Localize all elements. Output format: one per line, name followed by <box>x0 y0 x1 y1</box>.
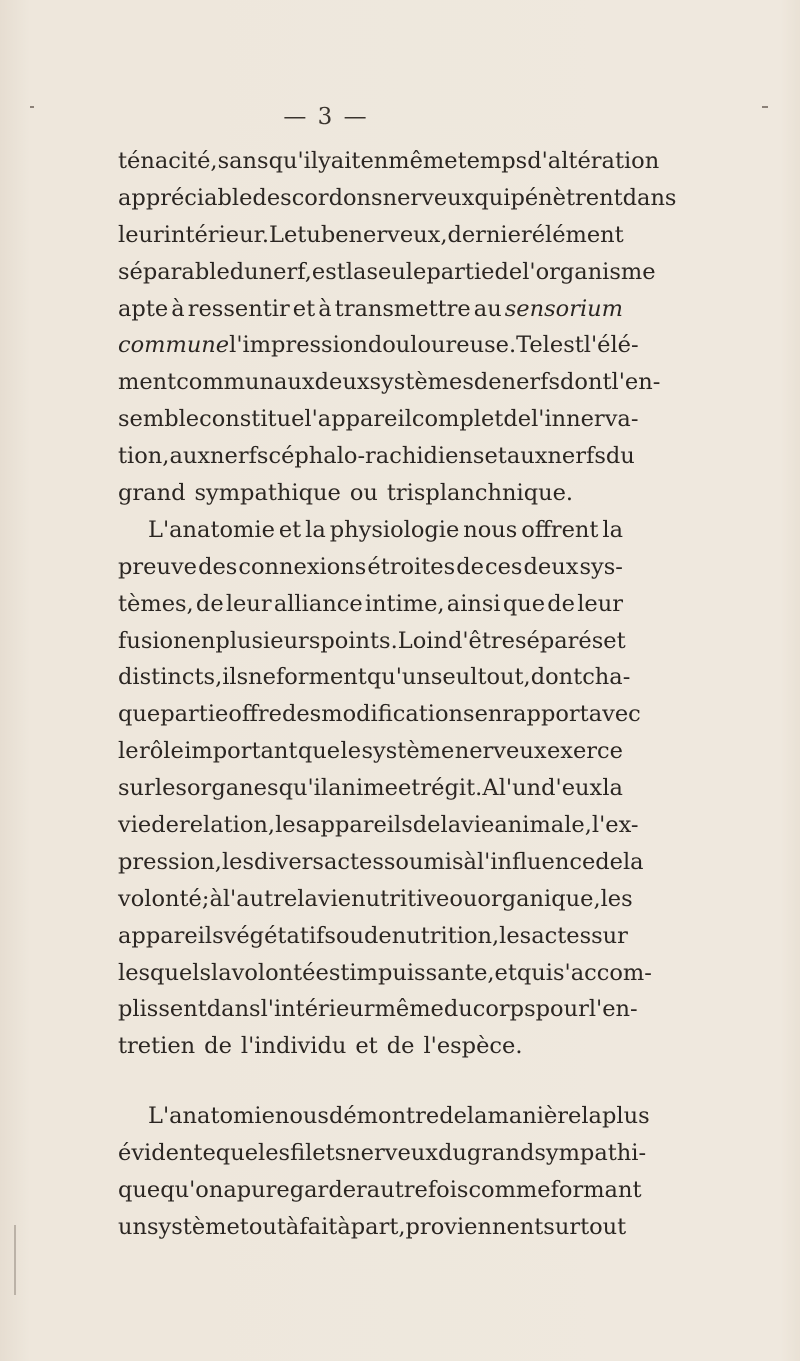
text-line <box>118 770 623 807</box>
word: ténacité, <box>118 148 218 174</box>
word: de <box>364 922 392 949</box>
word: et <box>278 516 302 543</box>
text-line <box>118 955 652 992</box>
text-line <box>118 401 639 438</box>
word: rôle <box>138 738 184 765</box>
word: tube <box>297 221 349 248</box>
page-number: — 3 — <box>283 104 369 130</box>
word: volonté; <box>118 885 210 912</box>
word: rapport <box>502 701 589 728</box>
word: est <box>315 959 350 986</box>
word: et <box>484 443 507 470</box>
word: les <box>600 885 633 912</box>
text-line <box>118 254 656 291</box>
word: en <box>474 701 503 728</box>
word: la <box>345 258 367 285</box>
word: de <box>195 590 224 617</box>
word: nutritive <box>351 885 450 912</box>
word: système <box>361 738 455 765</box>
word: tout, <box>477 664 531 691</box>
text-line <box>118 659 631 696</box>
word: systèmes <box>369 369 474 396</box>
word: L'anatomie <box>148 516 275 543</box>
word: sur <box>118 775 155 802</box>
word: et <box>355 1033 378 1060</box>
text-line <box>118 807 639 844</box>
word: connexions <box>238 553 367 580</box>
text-line <box>118 180 677 217</box>
text-line <box>118 143 660 180</box>
word: temps <box>457 148 528 174</box>
word: appareils <box>307 812 413 839</box>
text-line <box>118 696 641 733</box>
word: ou <box>449 885 478 912</box>
word: à <box>209 885 223 912</box>
word: étroites <box>367 553 456 580</box>
word: aux <box>274 369 315 396</box>
word: qui <box>516 959 553 986</box>
text-line <box>118 291 623 328</box>
word: leur <box>118 221 164 248</box>
word: A <box>482 775 499 802</box>
word: tout <box>239 1213 286 1240</box>
word: part, <box>350 1213 406 1240</box>
word: offrent <box>521 516 599 543</box>
word: sympathique <box>194 480 341 507</box>
word: ainsi <box>446 590 501 617</box>
word: apte <box>118 295 169 322</box>
word: les <box>499 922 532 949</box>
word: actes <box>323 848 384 875</box>
text-line <box>118 217 623 254</box>
word: la <box>440 812 462 839</box>
word: deux <box>314 369 370 396</box>
word: vie <box>461 812 495 839</box>
word: l'organisme <box>522 258 656 285</box>
word: au <box>473 295 502 322</box>
text-line <box>118 623 626 660</box>
word: nutrition, <box>391 922 500 949</box>
word: important <box>184 738 298 765</box>
word: pression, <box>118 848 222 875</box>
word: que <box>118 1177 161 1204</box>
word: surtout <box>543 1213 627 1240</box>
word: la <box>622 848 644 875</box>
word: l'espèce. <box>423 1033 523 1060</box>
word: Loin <box>397 627 448 654</box>
word: plissent <box>118 996 207 1023</box>
word: seule <box>366 258 427 285</box>
word: qu'il <box>268 148 319 174</box>
word: tion, <box>118 443 170 470</box>
word: sympathi- <box>534 1140 647 1167</box>
word: sur <box>591 922 628 949</box>
word: volonté <box>231 959 316 986</box>
word: tretien <box>118 1033 196 1060</box>
word: qu'il <box>278 775 329 802</box>
word: la <box>297 885 318 912</box>
word: nerveux <box>454 738 547 765</box>
word: l'ex- <box>591 812 639 839</box>
word: aux <box>169 443 211 470</box>
word: à <box>337 1213 351 1240</box>
word: alliance <box>273 590 363 617</box>
word: pour <box>535 996 589 1023</box>
word: aux <box>506 443 548 470</box>
word: nous <box>463 516 518 543</box>
word: des <box>198 553 238 580</box>
margin-mark <box>762 106 768 108</box>
word: dans <box>622 184 677 211</box>
word: tèmes, <box>118 590 194 617</box>
word: dans <box>206 996 261 1023</box>
word: y <box>318 148 331 174</box>
word: distincts, <box>118 664 223 691</box>
word: plusieurs <box>215 627 321 654</box>
word: dernier <box>447 221 532 248</box>
word: ces <box>484 553 523 580</box>
word: et <box>397 775 421 802</box>
word: douloureuse. <box>367 332 517 359</box>
word: appréciable <box>118 184 253 211</box>
word: commune <box>118 332 230 359</box>
word: forment <box>275 664 367 691</box>
word: les <box>154 775 187 802</box>
word: d'être <box>447 627 515 654</box>
word: de <box>494 258 523 285</box>
word: partie <box>426 258 495 285</box>
text-line <box>118 438 635 475</box>
word: plus <box>601 1103 650 1130</box>
word: d'eux <box>541 775 603 802</box>
word: la <box>581 1103 602 1130</box>
text-line <box>118 1098 650 1135</box>
word: soumis <box>383 848 464 875</box>
word: des <box>281 701 322 728</box>
word: semble <box>118 406 200 433</box>
word: constitue <box>199 406 305 433</box>
word: regarder <box>265 1177 367 1204</box>
word: animale, <box>494 812 592 839</box>
word: deux <box>523 553 579 580</box>
word: séparable <box>118 258 230 285</box>
word: organes <box>187 775 279 802</box>
word: pu <box>236 1177 266 1204</box>
word: évidente <box>118 1140 216 1167</box>
word: de <box>547 590 575 617</box>
word: séparés <box>514 627 604 654</box>
word: démontre <box>328 1103 440 1130</box>
word: cha- <box>582 664 631 691</box>
word: système <box>146 1213 240 1240</box>
word: qu'on <box>160 1177 224 1204</box>
word: un <box>118 1213 147 1240</box>
word: de <box>503 406 532 433</box>
word: à <box>463 848 477 875</box>
margin-mark <box>30 106 34 108</box>
word: L'anatomie <box>148 1103 275 1130</box>
word: la <box>211 959 232 986</box>
word: les <box>275 812 308 839</box>
word: la <box>602 775 623 802</box>
word: la <box>305 516 326 543</box>
word: l'élé- <box>583 332 639 359</box>
word: céphalo-rachidiens <box>268 443 485 470</box>
word: est <box>549 332 584 359</box>
word: le <box>118 738 139 765</box>
word: avec <box>588 701 641 728</box>
word: pénètrent <box>510 184 623 211</box>
text-line <box>118 991 638 1028</box>
word: dont <box>560 369 612 396</box>
word: l'innerva- <box>531 406 639 433</box>
word: à <box>285 1213 300 1240</box>
word: et <box>494 959 517 986</box>
word: de <box>439 1103 467 1130</box>
word: à <box>318 295 332 322</box>
word: l'impression <box>229 332 368 359</box>
word: intime, <box>364 590 445 617</box>
word: l'en- <box>588 996 638 1023</box>
paragraph-gap <box>118 1065 623 1098</box>
word: sys- <box>579 553 623 580</box>
word: comme <box>468 1177 551 1204</box>
word: ils <box>222 664 249 691</box>
word: et <box>292 295 316 322</box>
word: complet <box>411 406 504 433</box>
word: nerveux <box>382 184 475 211</box>
word: est <box>311 258 346 285</box>
word: des <box>252 184 292 211</box>
body-text <box>118 143 677 1246</box>
word: grand <box>118 480 186 507</box>
word: vie <box>118 812 152 839</box>
word: anime <box>328 775 398 802</box>
word: appareils <box>118 922 224 949</box>
word: de <box>204 1033 232 1060</box>
word: que <box>118 701 161 728</box>
word: intérieur. <box>163 221 270 248</box>
word: organique, <box>477 885 601 912</box>
word: trisplanchnique. <box>386 480 574 507</box>
word: de <box>456 553 484 580</box>
word: ment <box>118 369 177 396</box>
word: proviennent <box>405 1213 544 1240</box>
word: offre <box>228 701 282 728</box>
word: nerfs <box>501 369 561 396</box>
word: manière <box>487 1103 582 1130</box>
word: nerfs <box>547 443 606 470</box>
word: exerce <box>546 738 623 765</box>
word: lesquels <box>118 959 212 986</box>
word: sans <box>217 148 269 174</box>
word: de <box>595 848 623 875</box>
word: du <box>443 996 473 1023</box>
word: la <box>602 516 623 543</box>
word: ne <box>248 664 276 691</box>
word: s'accom- <box>553 959 652 986</box>
word: les <box>258 1140 291 1167</box>
word: et <box>603 627 626 654</box>
word: fait <box>299 1213 338 1240</box>
word: élément <box>531 221 624 248</box>
word: fusion <box>118 627 188 654</box>
text-line <box>118 1028 623 1065</box>
word: les <box>221 848 255 875</box>
word: que <box>215 1140 259 1167</box>
word: de <box>473 369 502 396</box>
word: grand <box>466 1140 535 1167</box>
word: actes <box>531 922 592 949</box>
word: partie <box>160 701 229 728</box>
word: filets <box>290 1140 347 1167</box>
word: vie <box>317 885 352 912</box>
word: qui <box>474 184 511 211</box>
word: autrefois <box>366 1177 469 1204</box>
word: même <box>374 996 444 1023</box>
word: ou <box>335 922 365 949</box>
text-line <box>118 1135 647 1172</box>
word: que <box>502 590 546 617</box>
word: à <box>171 295 185 322</box>
word: l'individu <box>240 1033 347 1060</box>
text-line <box>118 549 623 586</box>
word: en <box>360 148 389 174</box>
word: régit. <box>420 775 483 802</box>
word: d'altération <box>527 148 660 174</box>
word: corps <box>472 996 536 1023</box>
text-line <box>118 327 639 364</box>
word: végétatifs <box>223 922 336 949</box>
text-line <box>118 918 628 955</box>
word: l'intérieur <box>260 996 375 1023</box>
word: l'autre <box>222 885 298 912</box>
word: nous <box>274 1103 329 1130</box>
word: Tel <box>516 332 550 359</box>
word: dont <box>530 664 583 691</box>
text-line <box>118 844 644 881</box>
word: leur <box>577 590 623 617</box>
text-line <box>118 364 661 401</box>
word: l'influence <box>476 848 596 875</box>
word: divers <box>254 848 324 875</box>
word: l'un <box>498 775 542 802</box>
word: nerveux <box>346 1140 438 1167</box>
word: même <box>388 148 458 174</box>
word: a <box>223 1177 237 1204</box>
word: impuissante, <box>349 959 495 986</box>
text-line <box>118 475 623 512</box>
text-line <box>118 512 623 549</box>
word: preuve <box>118 553 197 580</box>
word: l'en- <box>611 369 661 396</box>
word: ressentir <box>187 295 290 322</box>
word: nerfs <box>210 443 269 470</box>
word: cordons <box>291 184 383 211</box>
text-line <box>118 1172 642 1209</box>
word: ait <box>330 148 361 174</box>
word: Le <box>269 221 298 248</box>
word: de <box>412 812 441 839</box>
word: nerveux, <box>348 221 448 248</box>
word: modifications <box>321 701 475 728</box>
word: de <box>386 1033 415 1060</box>
text-line <box>118 1209 627 1246</box>
word: transmettre <box>334 295 471 322</box>
word: de <box>151 812 179 839</box>
text-line <box>118 733 623 770</box>
word: du <box>229 258 259 285</box>
word: l'appareil <box>304 406 412 433</box>
word: le <box>340 738 362 765</box>
text-line <box>118 881 633 918</box>
word: seul <box>430 664 478 691</box>
word: sensorium <box>504 295 623 322</box>
word: leur <box>225 590 272 617</box>
word: commun <box>176 369 274 396</box>
margin-mark <box>14 1225 16 1295</box>
word: du <box>605 443 635 470</box>
word: points. <box>320 627 398 654</box>
word: formant <box>550 1177 642 1204</box>
text-line <box>118 586 623 623</box>
word: que <box>297 738 341 765</box>
word: qu'un <box>366 664 431 691</box>
word: relation, <box>178 812 276 839</box>
word: du <box>437 1140 467 1167</box>
word: en <box>187 627 216 654</box>
word: ou <box>349 480 378 507</box>
word: nerf, <box>258 258 312 285</box>
word: la <box>466 1103 488 1130</box>
word: physiologie <box>329 516 460 543</box>
